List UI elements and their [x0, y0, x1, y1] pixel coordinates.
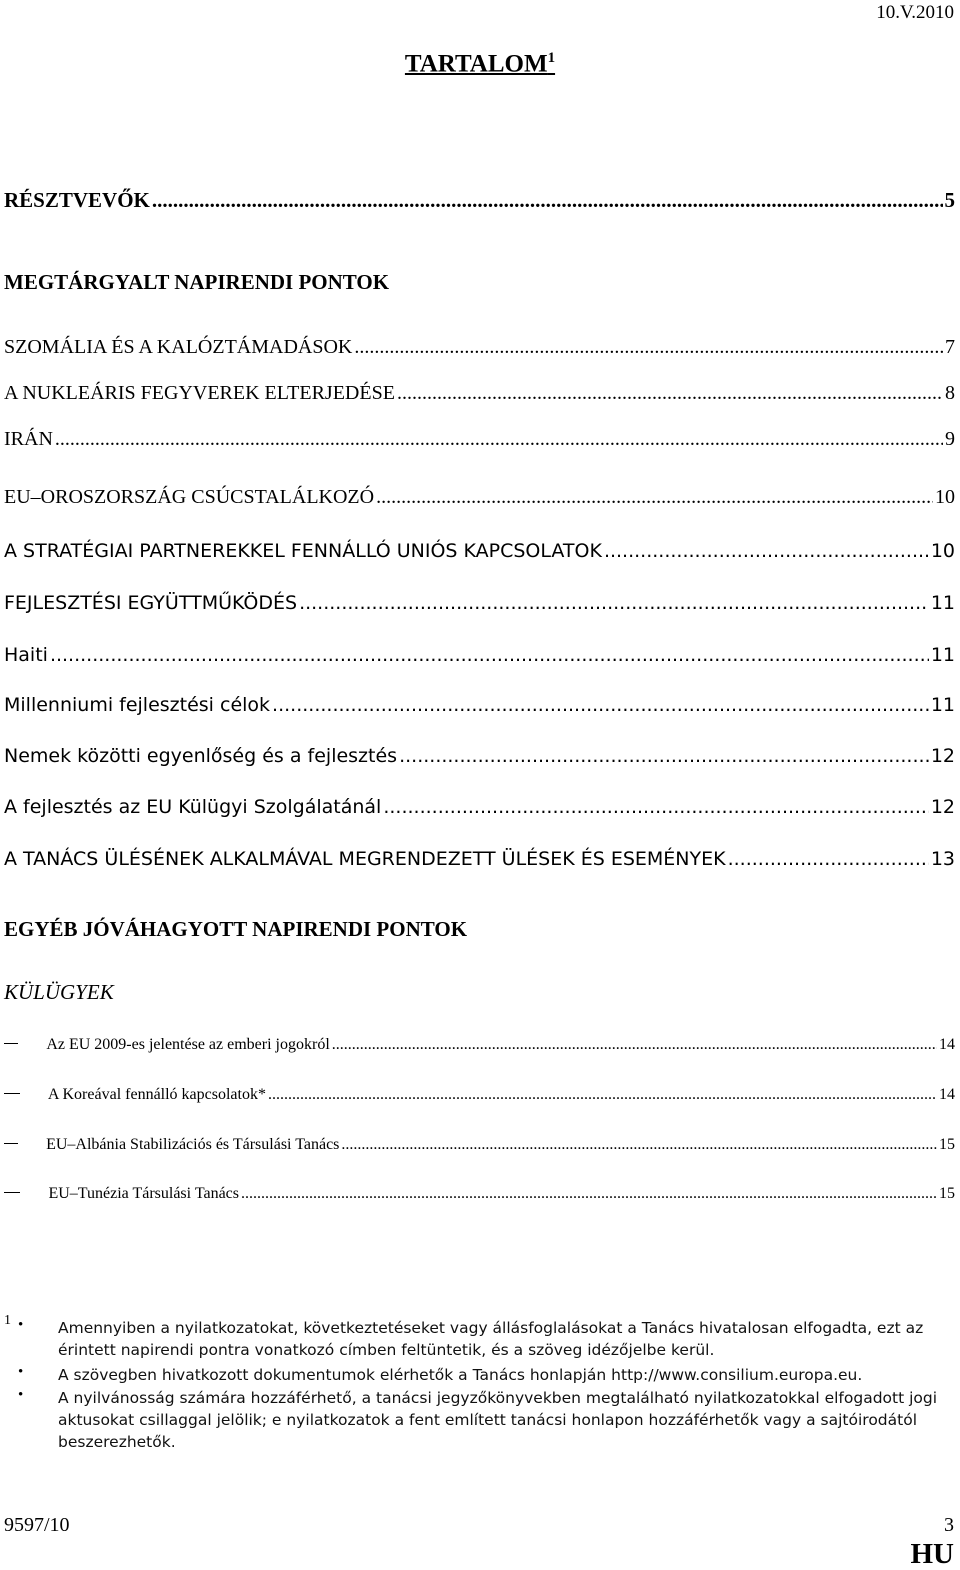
footnote-item: A nyilvánosság számára hozzáférhető, a tanácsi jegyzőkönyvekben megtalálható nyilatkozatokkal elfogadott jogi aktusokat csillaggal jelölik; e nyilatkozatok a fent említett tanácsi honlapon hozzáférhetők vagy a sajtóirodától beszerezhetők.: [58, 1389, 938, 1451]
toc-entry[interactable]: [4, 796, 955, 818]
toc-label: RÉSZTVEVŐK: [4, 188, 150, 212]
toc-entry[interactable]: [4, 486, 955, 509]
toc-page-number: 11: [930, 644, 955, 666]
toc-leader: [399, 745, 929, 767]
toc-leader: [397, 382, 943, 405]
toc-label: SZOMÁLIA ÉS A KALÓZTÁMADÁSOK: [4, 336, 353, 358]
toc-subentry[interactable]: [4, 1136, 955, 1154]
toc-entry-participants[interactable]: [4, 188, 955, 213]
toc-page-number: 9: [945, 428, 955, 450]
toc-leader: [332, 1036, 937, 1054]
toc-subentry[interactable]: [4, 1185, 955, 1203]
toc-leader: [354, 336, 943, 359]
section-heading-other: EGYÉB JÓVÁHAGYOTT NAPIRENDI PONTOK: [4, 917, 468, 941]
toc-label: EU–Tunézia Társulási Tanács: [48, 1185, 239, 1202]
toc-entry[interactable]: [4, 382, 955, 405]
toc-leader: [383, 796, 928, 818]
toc-label: A TANÁCS ÜLÉSÉNEK ALKALMÁVAL MEGRENDEZETT ÜLÉSEK ÉS ESEMÉNYEK: [4, 848, 726, 870]
toc-page-number: 10: [930, 540, 955, 562]
footnote-mark: 1: [4, 1313, 11, 1328]
toc-subentry[interactable]: [4, 1036, 955, 1054]
toc-entry[interactable]: [4, 592, 955, 614]
toc-page-number: 7: [945, 336, 955, 358]
toc-page-number: 11: [930, 694, 955, 716]
toc-label: IRÁN: [4, 428, 53, 450]
section-heading-discussed: MEGTÁRGYALT NAPIRENDI PONTOK: [4, 270, 390, 294]
toc-entry[interactable]: [4, 848, 955, 870]
toc-entry[interactable]: [4, 428, 955, 451]
toc-label: FEJLESZTÉSI EGYÜTTMŰKÖDÉS: [4, 592, 298, 614]
toc-leader: [604, 540, 929, 562]
page-title: [0, 50, 960, 78]
toc-leader: [299, 592, 929, 614]
toc-page-number: 10: [935, 486, 955, 508]
dash-marker: [4, 1192, 20, 1193]
toc-leader: [50, 644, 929, 666]
bullet-icon: •: [18, 1387, 24, 1403]
toc-label: A fejlesztés az EU Külügyi Szolgálatánál: [4, 796, 382, 818]
subsection-heading-foreign: KÜLÜGYEK: [4, 980, 114, 1004]
document-number: 9597/10: [4, 1514, 70, 1536]
title-text: TARTALOM: [404, 50, 548, 78]
toc-label: EU–Albánia Stabilizációs és Társulási Tanács: [46, 1136, 340, 1153]
bullet-icon: •: [18, 1317, 24, 1333]
bullet-icon: •: [18, 1364, 24, 1380]
footnote-item: A szövegben hivatkozott dokumentumok elérhetők a Tanács honlapján http://www.consilium.europa.eu.: [58, 1366, 863, 1384]
toc-page-number: 15: [939, 1136, 955, 1153]
toc-page-number: 13: [930, 848, 955, 870]
toc-leader: [241, 1185, 937, 1203]
toc-label: Nemek közötti egyenlőség és a fejlesztés: [4, 745, 398, 767]
dash-marker: [4, 1143, 18, 1144]
toc-page-number: 14: [939, 1036, 955, 1053]
toc-leader: [341, 1136, 937, 1154]
toc-leader: [152, 188, 943, 213]
toc-page-number: 12: [930, 796, 955, 818]
toc-page-number: 11: [930, 592, 955, 614]
dash-marker: [4, 1043, 18, 1044]
toc-label: EU–OROSZORSZÁG CSÚCSTALÁLKOZÓ: [4, 486, 375, 508]
toc-page-number: 8: [945, 382, 955, 404]
toc-leader: [55, 428, 943, 451]
toc-entry[interactable]: [4, 745, 955, 767]
toc-entry[interactable]: [4, 540, 955, 562]
footnote-item: Amennyiben a nyilatkozatokat, következtetéseket vagy állásfoglalásokat a Tanács hivatalosan elfogadta, ezt az érintett napirendi pontra vonatkozó címben feltüntetik, és a szöveg idézőjelbe kerül.: [58, 1319, 924, 1359]
document-date: 10.V.2010: [876, 2, 954, 23]
toc-label: A NUKLEÁRIS FEGYVEREK ELTERJEDÉSE: [4, 382, 395, 404]
toc-label: Az EU 2009-es jelentése az emberi jogokról: [46, 1036, 330, 1053]
toc-entry[interactable]: [4, 336, 955, 359]
toc-subentry[interactable]: [4, 1086, 955, 1104]
toc-label: Millenniumi fejlesztési célok: [4, 694, 271, 716]
toc-leader: [376, 486, 933, 509]
toc-page-number: 12: [930, 745, 955, 767]
dash-marker: [4, 1093, 20, 1094]
toc-entry[interactable]: [4, 644, 955, 666]
toc-label: Haiti: [4, 644, 48, 666]
toc-entry[interactable]: [4, 694, 955, 716]
title-footnote-mark: 1: [547, 50, 556, 66]
page-number: 3: [944, 1514, 954, 1536]
toc-page-number: 14: [939, 1086, 955, 1103]
toc-page-number: 5: [944, 188, 955, 212]
toc-label: A STRATÉGIAI PARTNEREKKEL FENNÁLLÓ UNIÓS KAPCSOLATOK: [4, 540, 602, 562]
toc-page-number: 15: [939, 1185, 955, 1202]
toc-leader: [728, 848, 929, 870]
language-code: HU: [910, 1538, 954, 1570]
toc-leader: [268, 1086, 937, 1104]
toc-leader: [272, 694, 929, 716]
toc-label: A Koreával fennálló kapcsolatok*: [47, 1086, 266, 1103]
